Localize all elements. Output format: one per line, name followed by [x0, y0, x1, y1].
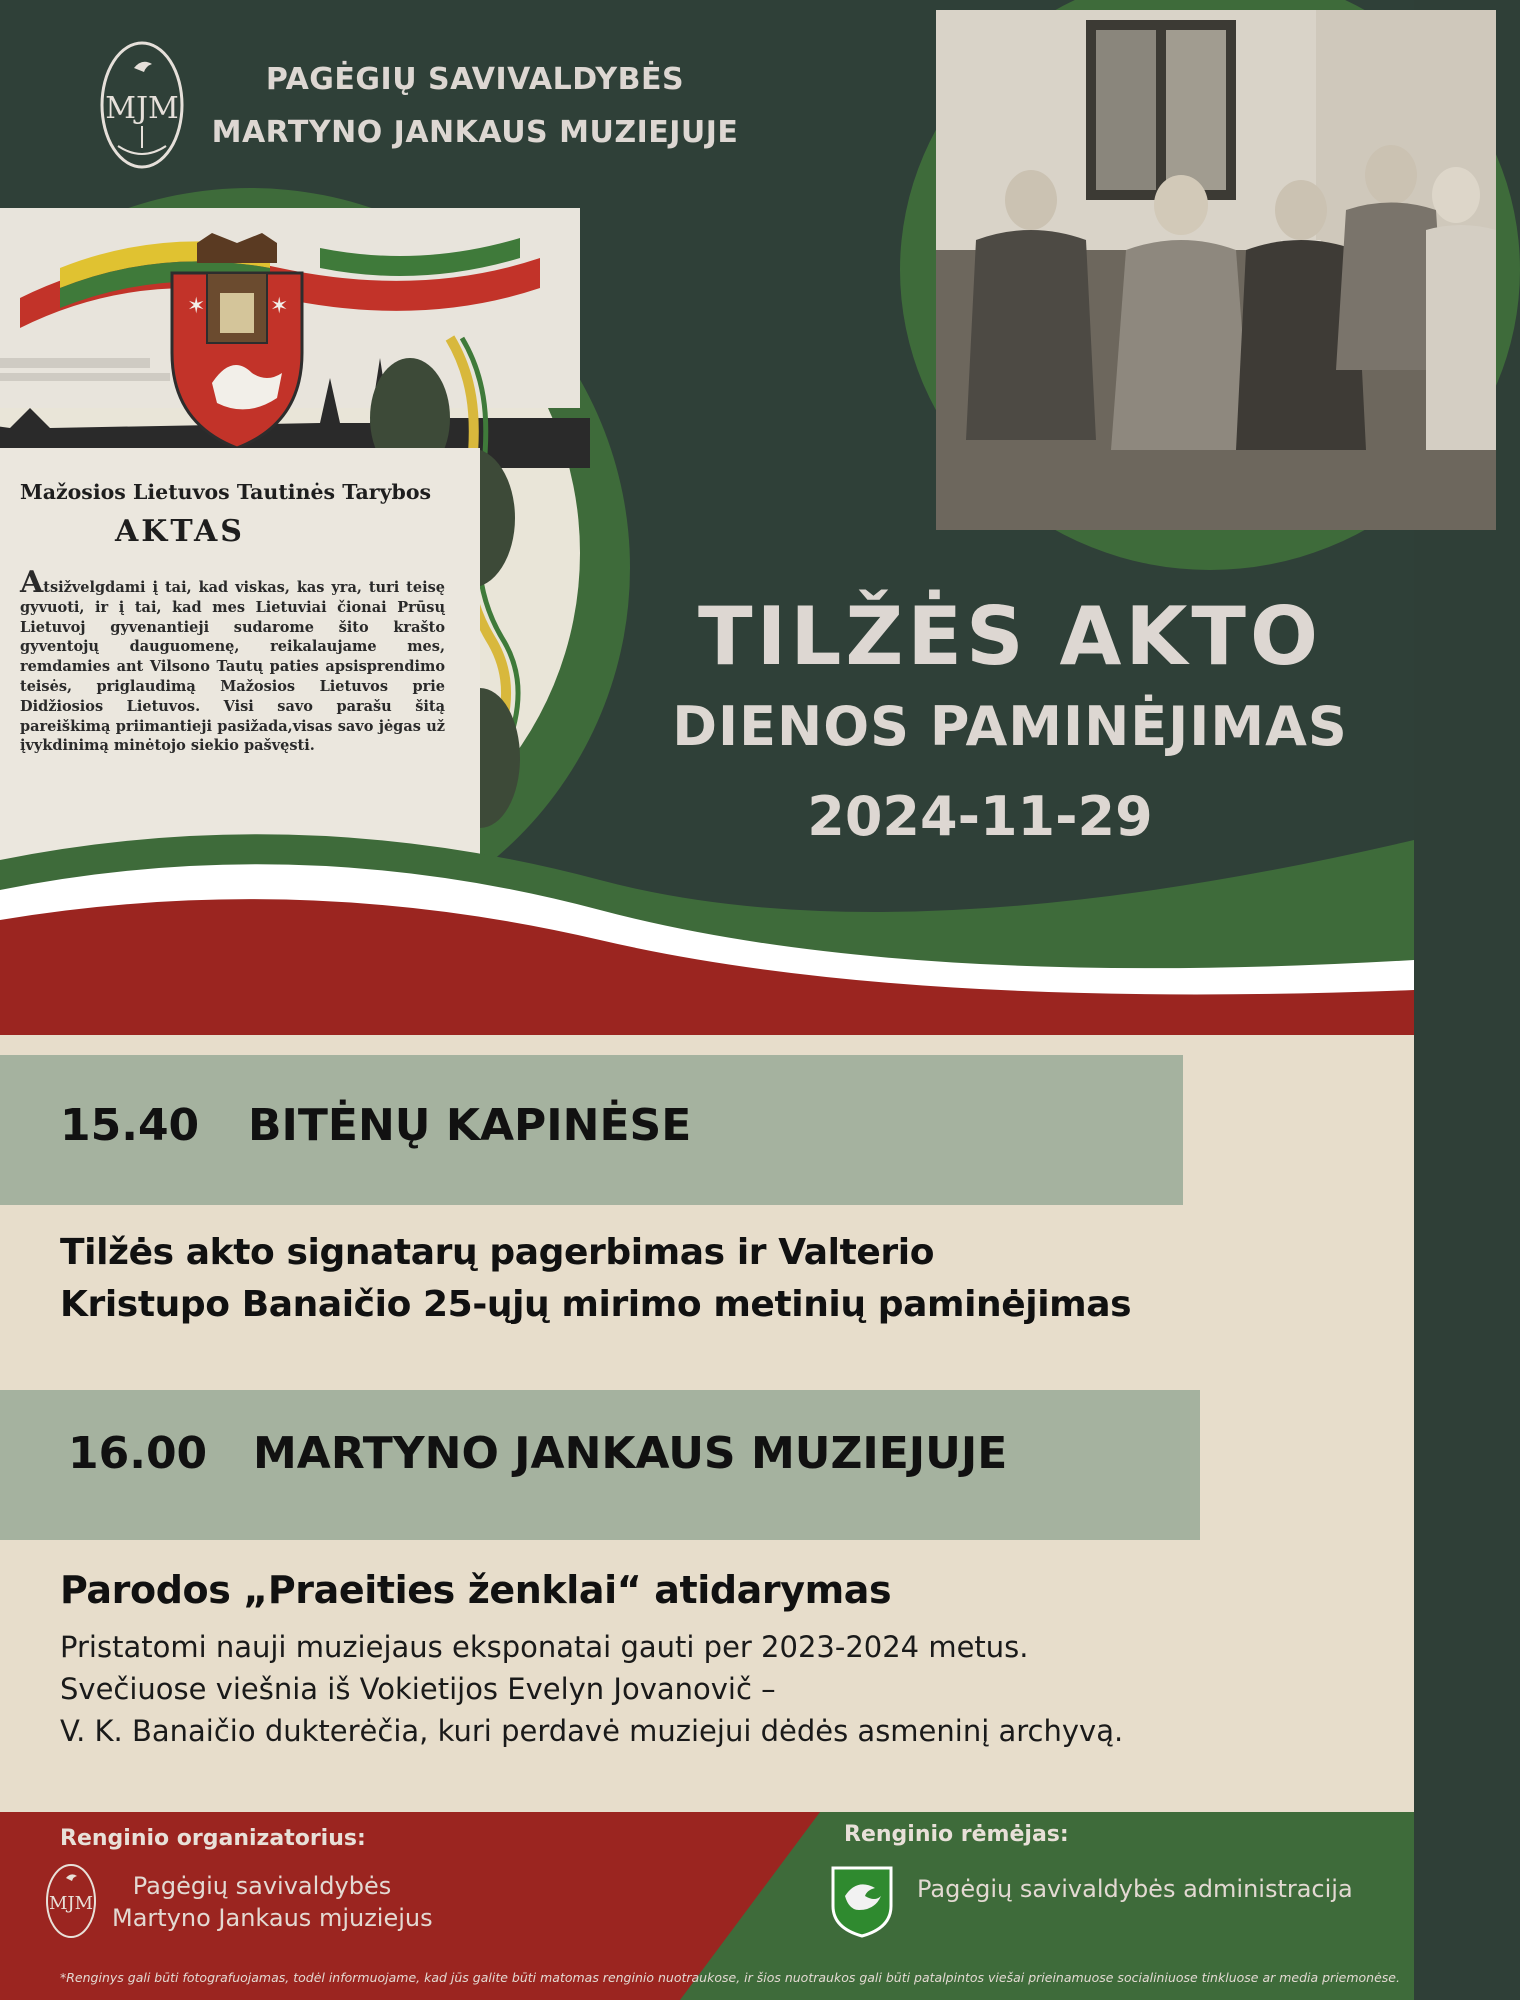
svg-text:✶: ✶ — [187, 294, 206, 319]
svg-text:✶: ✶ — [270, 294, 289, 319]
header-line-1: PAGĖGIŲ SAVIVALDYBĖS — [265, 62, 685, 97]
schedule-time-2: 16.00 — [68, 1428, 208, 1479]
document-title-line-1: Mažosios Lietuvos Tautinės Tarybos — [20, 480, 432, 504]
main-title: TILŽĖS AKTO — [698, 590, 1322, 683]
main-subtitle: DIENOS PAMINĖJIMAS — [672, 695, 1348, 758]
svg-text:MJM: MJM — [48, 1893, 94, 1914]
sponsor-name: Pagėgių savivaldybės administracija — [917, 1875, 1353, 1903]
organizer-name-line-1: Pagėgių savivaldybės — [132, 1872, 392, 1900]
schedule-time-1: 15.40 — [60, 1100, 200, 1151]
sponsor-coat-of-arms-icon — [831, 1866, 893, 1938]
photo-disclaimer: *Renginys gali būti fotografuojamas, todėl informuojame, kad jūs galite būti matomas renginio nuotraukose, ir šios nuotraukos gali būti patalpintos viešai prieinamuose socialiniuose tinkluose ar media priemonėse. — [60, 1970, 1400, 1985]
group-photo-image — [936, 10, 1496, 530]
event-2-description-line-1: Pristatomi nauji muziejaus eksponatai gauti per 2023-2024 metus. — [60, 1630, 1029, 1664]
wave-band — [0, 820, 1414, 1050]
organizer-label: Renginio organizatorius: — [60, 1826, 366, 1851]
museum-logo-icon — [98, 38, 186, 172]
schedule-place-2: MARTYNO JANKAUS MUZIEJUJE — [253, 1428, 1008, 1479]
document-body: Atsižvelgdami į tai, kad viskas, kas yra, turi teisę gyvuoti, ir į tai, kad mes Lietuviai čionai Prūsų Lietuvoj gyvenantieji sudarome šito krašto gyventojų dauguomenę, reikalaujame mes, remdamies ant Vilsono Tautų paties apsisprendimo teisės, priglaudimą Mažosios Lietuvos prie Didžiosios Lietuvos. Visi savo parašu šitą pareiškimą priimantieji pasižada,visas savo jėgas už įvykdinimą minėtojo siekio pašvęsti. — [20, 565, 445, 755]
event-2-description-line-2: Svečiuose viešnia iš Vokietijos Evelyn Jovanovič – — [60, 1672, 776, 1706]
schedule-place-1: BITĖNŲ KAPINĖSE — [248, 1100, 692, 1151]
header-line-2: MARTYNO JANKAUS MUZIEJUJE — [211, 115, 739, 150]
svg-text:MJM: MJM — [105, 91, 179, 126]
event-date: 2024-11-29 — [807, 785, 1153, 848]
event-1-title-line-1: Tilžės akto signatarų pagerbimas ir Valterio — [60, 1232, 935, 1273]
organizer-logo-icon — [44, 1862, 98, 1940]
document-title-line-2: AKTAS — [115, 514, 245, 549]
event-1-title-line-2: Kristupo Banaičio 25-ųjų mirimo metinių paminėjimas — [60, 1284, 1132, 1325]
historic-group-photo — [936, 10, 1496, 530]
event-2-title: Parodos „Praeities ženklai“ atidarymas — [60, 1568, 892, 1612]
document-image — [0, 208, 580, 898]
event-2-description-line-3: V. K. Banaičio dukterėčia, kuri perdavė muziejui dėdės asmeninį archyvą. — [60, 1714, 1124, 1748]
sponsor-label: Renginio rėmėjas: — [844, 1822, 1069, 1847]
organizer-name-line-2: Martyno Jankaus mjuziejus — [112, 1904, 433, 1932]
coat-of-arms-icon — [152, 233, 322, 453]
